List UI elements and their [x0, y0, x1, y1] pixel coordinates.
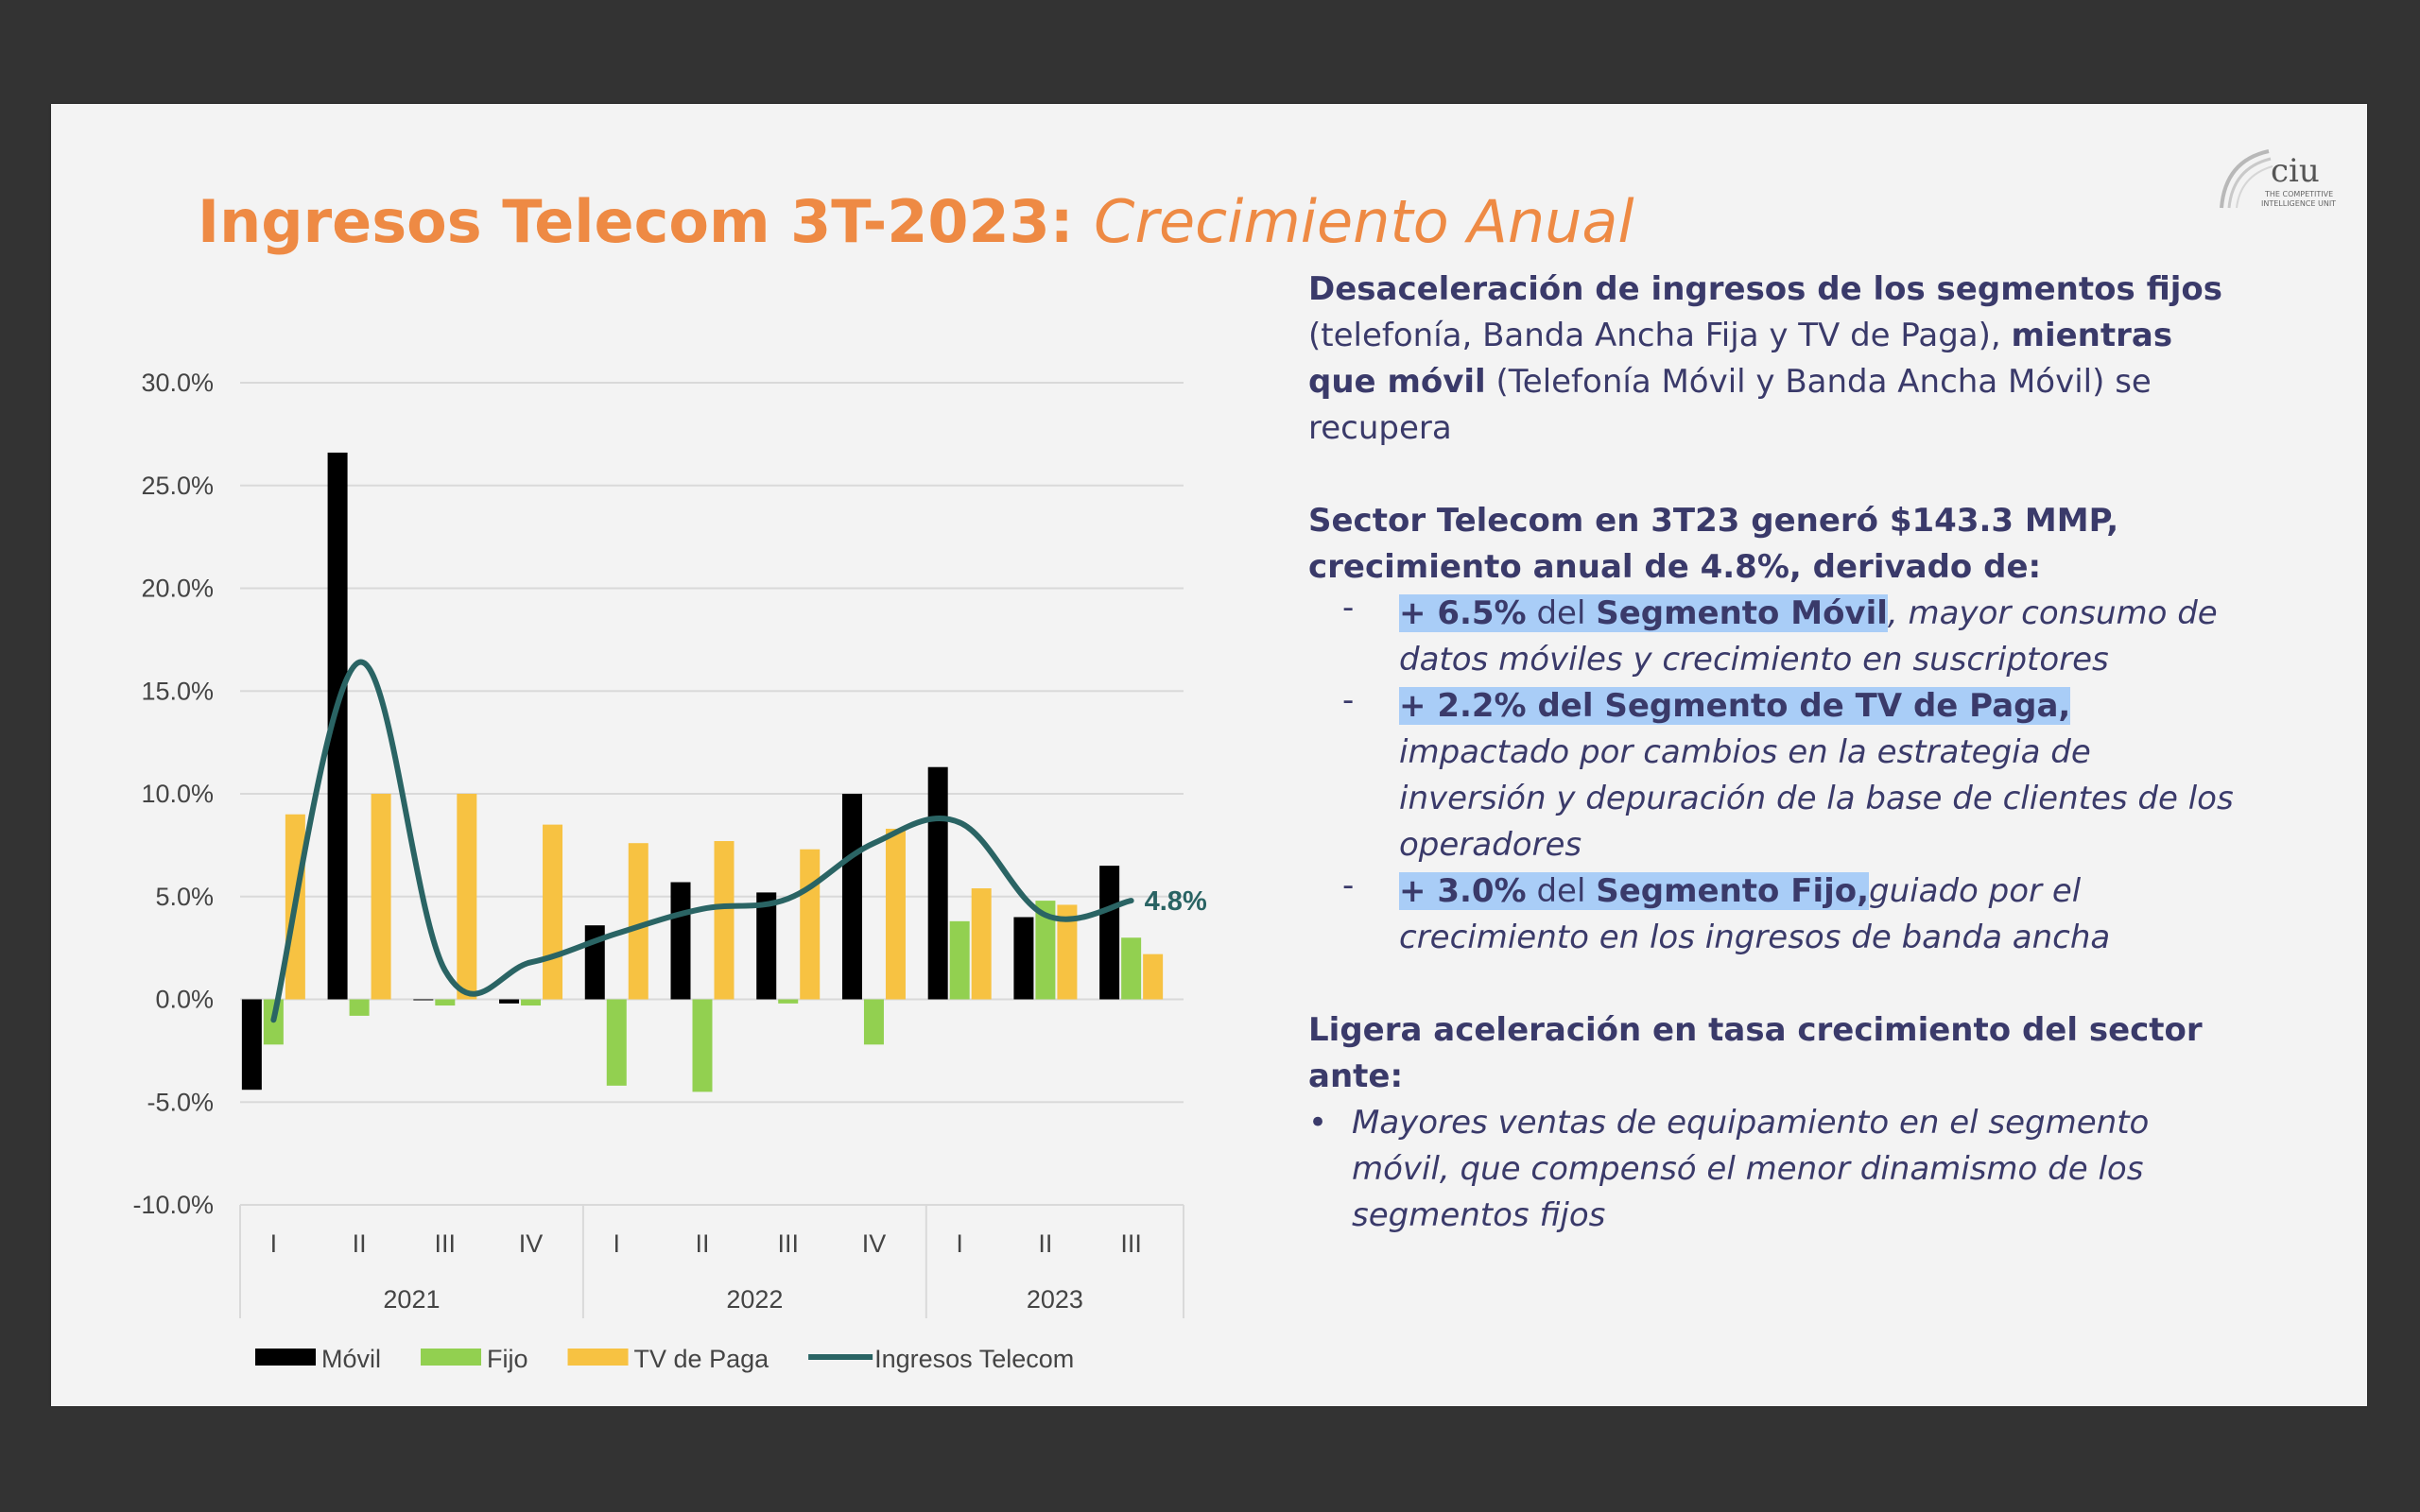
item1-pct: + 6.5% — [1399, 594, 1527, 632]
x-tick-label: III — [1120, 1229, 1142, 1258]
year-label: 2021 — [383, 1285, 441, 1314]
year-label: 2022 — [726, 1285, 784, 1314]
bar-tv-de-paga — [457, 794, 476, 1000]
legend — [255, 1345, 1074, 1373]
line-ingresos-telecom — [273, 662, 1131, 1021]
ciu-logo — [2212, 142, 2344, 217]
paragraph-fixed-segments — [1308, 266, 2244, 452]
y-tick-label: -5.0% — [147, 1088, 214, 1117]
legend-label: TV de Paga — [633, 1345, 769, 1373]
x-tick-label: IV — [518, 1229, 544, 1258]
x-tick-label: I — [956, 1229, 963, 1258]
y-tick-label: 15.0% — [141, 677, 214, 706]
y-tick-label: 10.0% — [141, 780, 214, 808]
bar-fijo — [350, 1000, 370, 1016]
y-axis — [132, 369, 1184, 1219]
x-tick-label: III — [434, 1229, 457, 1258]
paragraph-sector-total: Sector Telecom en 3T23 generó $143.3 MMP, crecimiento anual de 4.8%, derivado de: — [1308, 502, 2119, 586]
bar-fijo — [950, 921, 970, 1000]
year-label: 2023 — [1026, 1285, 1083, 1314]
bullet1-text: Mayores ventas de equipamiento en el segmento móvil, que compensó el menor dinamismo de los segmentos fijos — [1352, 1104, 2150, 1234]
x-tick-label: II — [695, 1229, 710, 1258]
end-value-label: 4.8% — [1144, 886, 1207, 918]
x-tick-label: II — [352, 1229, 367, 1258]
title-separator: : — [1049, 187, 1074, 256]
bar-tv-de-paga — [972, 888, 992, 999]
y-tick-label: 30.0% — [141, 369, 214, 397]
bar-móvil — [842, 794, 862, 1000]
x-tick-label: I — [613, 1229, 621, 1258]
p1-normal-2: (Telefonía Móvil y Banda Ancha Móvil) se recupera — [1308, 363, 2152, 447]
logo-subtext-2: INTELLIGENCE UNIT — [2261, 199, 2337, 208]
bar-móvil — [413, 1000, 433, 1001]
bar-tv-de-paga — [372, 794, 391, 1000]
item3-rest: guiado por el crecimiento en los ingresos de banda ancha — [1399, 872, 2111, 956]
bar-fijo — [864, 1000, 884, 1045]
bar-tv-de-paga — [800, 850, 820, 1000]
y-tick-label: 20.0% — [141, 574, 214, 603]
bar-fijo — [607, 1000, 627, 1086]
bar-fijo — [693, 1000, 713, 1092]
dash-marker: - — [1342, 867, 1355, 904]
y-tick-label: 5.0% — [155, 882, 214, 911]
logo-text: ciu — [2271, 152, 2320, 190]
bar-fijo — [435, 1000, 455, 1006]
item3-pct: + 3.0% — [1399, 872, 1527, 910]
x-tick-label: III — [777, 1229, 799, 1258]
item1-seg: Segmento Móvil — [1596, 594, 1888, 632]
title-bold: Ingresos Telecom 3T-2023 — [198, 187, 1050, 256]
bar-tv-de-paga — [886, 829, 906, 1000]
item3-del: del — [1536, 872, 1586, 910]
item-fijo-highlight — [1399, 872, 1869, 910]
legend-label: Móvil — [321, 1345, 382, 1373]
y-tick-label: -10.0% — [132, 1191, 214, 1219]
legend-label: Fijo — [487, 1345, 528, 1373]
p1-bold-2: mientras que móvil — [1308, 317, 2173, 401]
y-tick-label: 25.0% — [141, 471, 214, 500]
item-fijo — [1308, 868, 2244, 961]
bar-móvil — [1099, 866, 1119, 999]
item-movil — [1308, 591, 2244, 683]
item1-del: del — [1536, 594, 1586, 632]
bar-móvil — [928, 767, 948, 1000]
item2-highlight: + 2.2% del Segmento de TV de Paga, — [1399, 687, 2071, 725]
y-tick-label: 0.0% — [155, 985, 214, 1014]
dash-marker: - — [1342, 681, 1355, 719]
bar-fijo — [778, 1000, 798, 1004]
paragraph-acceleration: Ligera aceleración en tasa crecimiento del sector ante: — [1308, 1011, 2203, 1095]
bullet-equipment — [1308, 1100, 2244, 1239]
item2-rest: impactado por cambios en la estrategia de inversión y depuración de la base de clientes de los operadores — [1399, 733, 2234, 864]
bar-tv-de-paga — [715, 841, 735, 999]
logo-subtext-1: THE COMPETITIVE — [2265, 190, 2334, 198]
bar-móvil — [756, 892, 776, 999]
x-axis — [240, 1205, 1184, 1318]
x-tick-label: IV — [861, 1229, 887, 1258]
bar-móvil — [242, 1000, 262, 1091]
bar-tv-de-paga — [543, 825, 562, 1000]
x-tick-label: I — [269, 1229, 278, 1258]
legend-swatch — [255, 1349, 316, 1366]
bullet-marker: • — [1308, 1104, 1328, 1142]
bar-tv-de-paga — [1143, 954, 1163, 1000]
bar-tv-de-paga — [629, 843, 648, 999]
dash-marker: - — [1342, 589, 1355, 627]
bar-móvil — [499, 1000, 519, 1004]
bar-móvil — [1013, 918, 1033, 1000]
commentary-panel — [1308, 266, 2244, 1239]
title-italic: Crecimiento Anual — [1094, 187, 1634, 256]
bar-móvil — [671, 883, 691, 1000]
bar-fijo — [1121, 937, 1141, 999]
item3-seg: Segmento Fijo, — [1596, 872, 1870, 910]
item-movil-highlight — [1399, 594, 1888, 632]
bar-fijo — [521, 1000, 541, 1006]
growth-chart — [0, 0, 1267, 1399]
item1-rest: , mayor consumo de datos móviles y crecimiento en suscriptores — [1399, 594, 2218, 679]
legend-label: Ingresos Telecom — [874, 1345, 1075, 1373]
x-tick-label: II — [1038, 1229, 1053, 1258]
bars — [242, 453, 1163, 1091]
legend-swatch — [421, 1349, 481, 1366]
item-tv — [1308, 683, 2244, 868]
p1-bold: Desaceleración de ingresos de los segmentos fijos — [1308, 270, 2223, 308]
legend-swatch — [568, 1349, 629, 1366]
p1-normal-1: (telefonía, Banda Ancha Fija y TV de Paga), — [1308, 317, 2001, 354]
